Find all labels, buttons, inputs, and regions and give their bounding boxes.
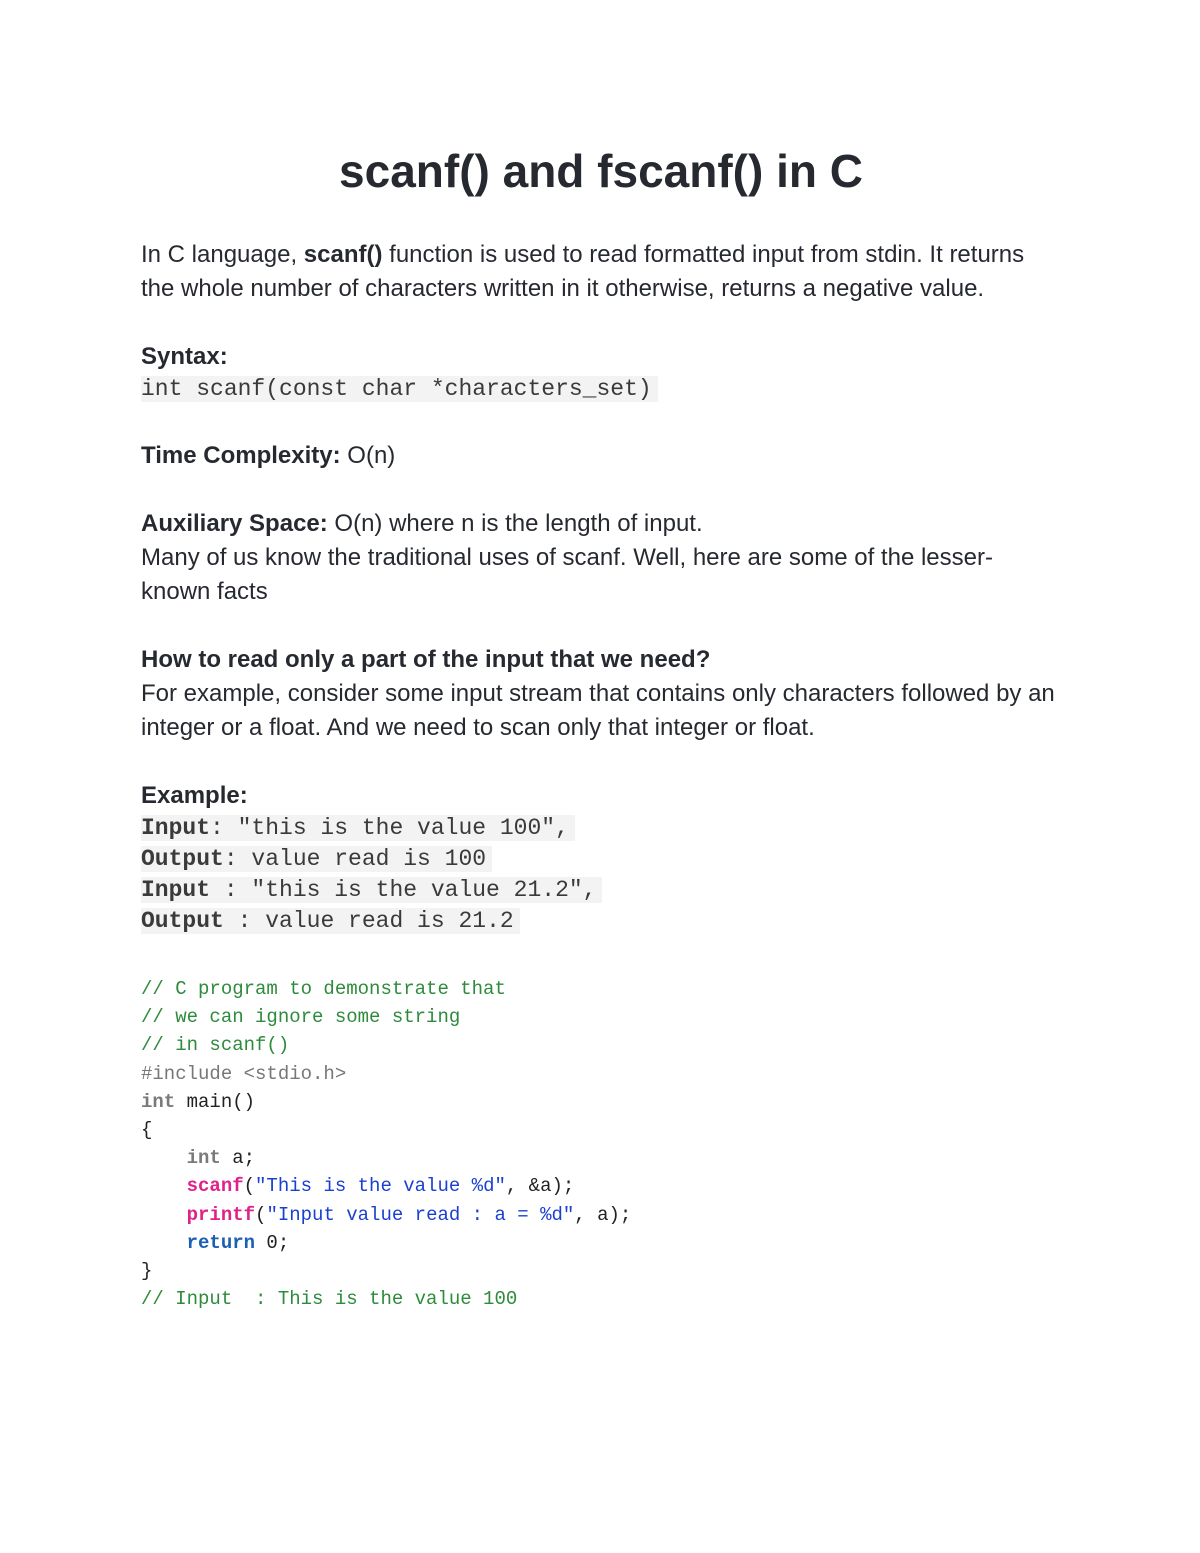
- code-function: scanf: [186, 1175, 244, 1198]
- code-string: "This is the value %d": [255, 1175, 506, 1198]
- time-complexity: [141, 439, 1061, 473]
- syntax-code: int scanf(const char *characters_set): [141, 376, 658, 402]
- code-brace: }: [141, 1259, 153, 1282]
- time-complexity-value: O(n): [340, 442, 396, 469]
- example-key: Input: [141, 877, 211, 903]
- example-key: Input: [141, 815, 211, 841]
- example-line: [141, 906, 1061, 937]
- code-printf-line: printf("Input value read : a = %d", a);: [186, 1203, 632, 1226]
- code-string: "Input value read : a = %d": [266, 1203, 575, 1226]
- intro-paragraph: [141, 238, 1061, 306]
- code-keyword: return: [186, 1231, 256, 1254]
- example-value: : "this is the value 21.2",: [210, 877, 597, 903]
- syntax-code-line: [141, 374, 1061, 405]
- aux-space: [141, 507, 1061, 541]
- code-type: int: [186, 1147, 221, 1170]
- aux-space-label: Auxiliary Space:: [141, 510, 328, 537]
- code-function: printf: [186, 1203, 256, 1226]
- example-line: [141, 813, 1061, 844]
- example-line: [141, 844, 1061, 875]
- code-text: , a);: [574, 1203, 632, 1226]
- syntax-label: Syntax:: [141, 343, 228, 370]
- example-key: Output: [141, 908, 224, 934]
- example-label: Example:: [141, 782, 248, 809]
- example-value: : "this is the value 100",: [210, 815, 569, 841]
- code-text: , &a);: [505, 1175, 575, 1198]
- intro-text-2: function is used to read formatted input from stdin. It returns the whole number of characters written in it otherwise, returns a negative value.: [141, 241, 1025, 302]
- code-comment: // Input : This is the value 100: [141, 1288, 518, 1311]
- time-complexity-label: Time Complexity:: [141, 442, 341, 469]
- code-include: #include <stdio.h>: [141, 1062, 347, 1085]
- code-text: main(): [175, 1090, 256, 1113]
- page-title: scanf() and fscanf() in C: [339, 145, 863, 197]
- code-decl-line: [141, 1144, 1061, 1172]
- example-key: Output: [141, 846, 224, 872]
- code-scanf-line: scanf("This is the value %d", &a);: [186, 1175, 575, 1198]
- code-brace: {: [141, 1118, 153, 1141]
- example-value: : value read is 21.2: [223, 908, 514, 934]
- code-comment: // in scanf(): [141, 1034, 290, 1057]
- question-heading: How to read only a part of the input that we need?: [141, 646, 711, 673]
- code-return-line: [141, 1229, 1061, 1257]
- code-comment: // C program to demonstrate that: [141, 978, 506, 1000]
- aux-space-value: O(n) where n is the length of input.: [327, 510, 703, 537]
- document-page: [141, 140, 1061, 1313]
- aux-followup: Many of us know the traditional uses of scanf. Well, here are some of the lesser-known facts: [141, 544, 993, 605]
- example-line: [141, 875, 1061, 906]
- code-comment: // we can ignore some string: [141, 1006, 461, 1029]
- intro-bold-scanf: scanf(): [303, 241, 383, 268]
- code-main-line: [141, 1088, 1061, 1116]
- code-text: a;: [220, 1147, 256, 1170]
- code-text: 0;: [255, 1231, 290, 1254]
- example-block: [141, 813, 1061, 937]
- intro-text-1: In C language,: [141, 241, 304, 268]
- question-text: For example, consider some input stream that contains only characters followed by an integer or a float. And we need to scan only that integer or float.: [141, 680, 1055, 741]
- code-block: [141, 975, 1061, 1313]
- code-type: int: [141, 1090, 176, 1113]
- example-value: : value read is 100: [223, 846, 487, 872]
